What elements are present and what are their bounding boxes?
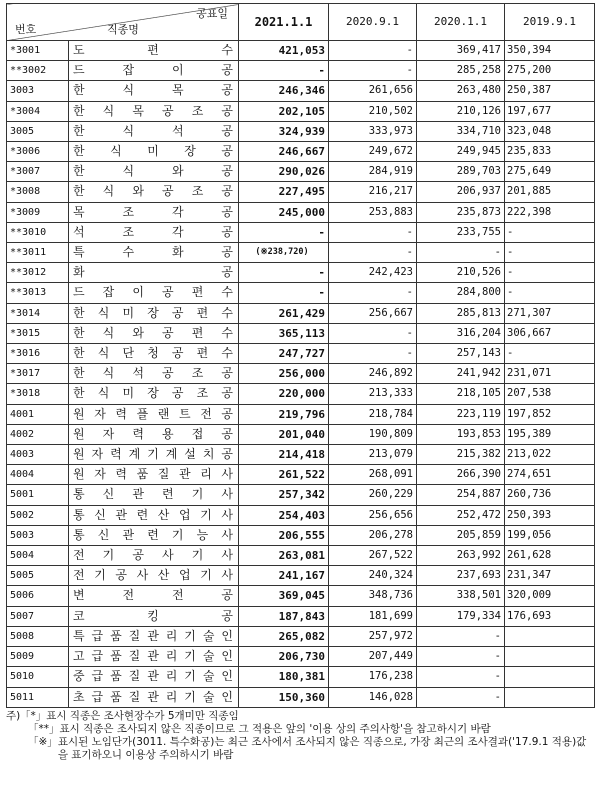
table-row: [7, 586, 595, 606]
wage-2020-9-1-cell: 246,892: [329, 364, 417, 384]
footnote-2-mark: 「**」: [28, 723, 60, 735]
job-name-cell: 한 식 목 공: [69, 81, 239, 101]
job-code-cell: 5007: [7, 606, 69, 626]
wage-2020-9-1-cell: 249,672: [329, 142, 417, 162]
wage-2020-9-1-cell: 190,809: [329, 424, 417, 444]
table-row: [7, 182, 595, 202]
wage-2020-1-1-cell: 235,873: [417, 202, 505, 222]
table-row: [7, 222, 595, 242]
job-name-cell: 화 공: [69, 263, 239, 283]
wage-2021-1-1-cell: -: [239, 222, 329, 242]
wage-2019-9-1-cell: 231,071: [505, 364, 595, 384]
wage-2020-9-1-cell: 181,699: [329, 606, 417, 626]
wage-2020-9-1-cell: 210,502: [329, 101, 417, 121]
table-row: [7, 667, 595, 687]
footnote-3-text: 표시된 노임단가(3011. 특수화공)는 최근 조사에서 조사되지 않은 직종으로, 가장 최근의 조사결과('17.9.1 적용)값을 표기하오니 이용상 주의하시기 바람: [57, 736, 587, 761]
table-row: [7, 303, 595, 323]
job-code-cell: 4002: [7, 424, 69, 444]
wage-2021-1-1-cell: 206,730: [239, 647, 329, 667]
job-code-cell: *3015: [7, 323, 69, 343]
job-name-cell: 한 식 미 장 공 조 공: [69, 384, 239, 404]
job-code-cell: 5008: [7, 626, 69, 646]
wage-2020-1-1-cell: 334,710: [417, 121, 505, 141]
wage-2021-1-1-cell: 214,418: [239, 445, 329, 465]
wage-2019-9-1-cell: 199,056: [505, 525, 595, 545]
wage-2020-9-1-cell: 213,333: [329, 384, 417, 404]
table-row: [7, 81, 595, 101]
wage-2021-1-1-cell: 201,040: [239, 424, 329, 444]
wage-2019-9-1-cell: 261,628: [505, 546, 595, 566]
wage-2020-1-1-cell: 263,992: [417, 546, 505, 566]
wage-2021-1-1-cell: 263,081: [239, 546, 329, 566]
wage-2021-1-1-cell: 324,939: [239, 121, 329, 141]
table-row: [7, 41, 595, 61]
wage-2020-9-1-cell: -: [329, 323, 417, 343]
wage-2021-1-1-cell: 247,727: [239, 344, 329, 364]
wage-2019-9-1-cell: [505, 687, 595, 707]
job-name-cell: 한 식 목 공 조 공: [69, 101, 239, 121]
wage-2020-9-1-cell: 256,667: [329, 303, 417, 323]
wage-2020-1-1-cell: 252,472: [417, 505, 505, 525]
footnote-3: [6, 736, 594, 762]
wage-2020-1-1-cell: 369,417: [417, 41, 505, 61]
wage-2020-1-1-cell: 193,853: [417, 424, 505, 444]
wage-2019-9-1-cell: 320,009: [505, 586, 595, 606]
wage-2020-9-1-cell: -: [329, 283, 417, 303]
wage-2020-9-1-cell: 333,973: [329, 121, 417, 141]
job-code-cell: 5009: [7, 647, 69, 667]
wage-2021-1-1-cell: 261,522: [239, 465, 329, 485]
table-row: [7, 546, 595, 566]
wage-2019-9-1-cell: -: [505, 243, 595, 263]
wage-2019-9-1-cell: 350,394: [505, 41, 595, 61]
job-code-cell: **3013: [7, 283, 69, 303]
job-code-cell: *3008: [7, 182, 69, 202]
footnote-2: [6, 723, 594, 736]
wage-2019-9-1-cell: 207,538: [505, 384, 595, 404]
job-code-cell: 4004: [7, 465, 69, 485]
job-code-cell: 5005: [7, 566, 69, 586]
wage-2020-1-1-cell: 210,526: [417, 263, 505, 283]
job-code-cell: 5001: [7, 485, 69, 505]
table-row: [7, 566, 595, 586]
wage-2020-9-1-cell: 256,656: [329, 505, 417, 525]
wage-2019-9-1-cell: 197,852: [505, 404, 595, 424]
job-name-cell: 전 기 공 사 산 업 기 사: [69, 566, 239, 586]
wage-2021-1-1-cell: 202,105: [239, 101, 329, 121]
wage-2019-9-1-cell: 250,387: [505, 81, 595, 101]
wage-2020-9-1-cell: 218,784: [329, 404, 417, 424]
job-name-cell: 코 킹 공: [69, 606, 239, 626]
wage-2020-9-1-cell: 242,423: [329, 263, 417, 283]
job-code-cell: 4001: [7, 404, 69, 424]
table-row: [7, 142, 595, 162]
wage-2020-9-1-cell: 206,278: [329, 525, 417, 545]
job-code-cell: *3017: [7, 364, 69, 384]
wage-2019-9-1-cell: 195,389: [505, 424, 595, 444]
wage-2020-9-1-cell: -: [329, 243, 417, 263]
job-code-cell: 5011: [7, 687, 69, 707]
wage-2020-9-1-cell: 146,028: [329, 687, 417, 707]
table-row: [7, 283, 595, 303]
job-code-cell: *3006: [7, 142, 69, 162]
wage-2020-9-1-cell: 257,972: [329, 626, 417, 646]
wage-2021-1-1-cell: 257,342: [239, 485, 329, 505]
table-row: [7, 121, 595, 141]
wage-2020-1-1-cell: 218,105: [417, 384, 505, 404]
wage-2020-9-1-cell: 348,736: [329, 586, 417, 606]
wage-2019-9-1-cell: 306,667: [505, 323, 595, 343]
job-name-cell: 한 식 석 공: [69, 121, 239, 141]
wage-2021-1-1-cell: 246,346: [239, 81, 329, 101]
wage-2021-1-1-cell: 180,381: [239, 667, 329, 687]
wage-2020-9-1-cell: 216,217: [329, 182, 417, 202]
job-name-cell: 드 잡 이 공: [69, 61, 239, 81]
wage-2021-1-1-cell: 365,113: [239, 323, 329, 343]
wage-2020-9-1-cell: -: [329, 41, 417, 61]
footnote-1: [6, 710, 594, 723]
wage-2020-9-1-cell: 176,238: [329, 667, 417, 687]
table-row: [7, 202, 595, 222]
wage-2020-1-1-cell: 223,119: [417, 404, 505, 424]
wage-2020-1-1-cell: 210,126: [417, 101, 505, 121]
wage-2020-1-1-cell: 205,859: [417, 525, 505, 545]
footnotes: [6, 710, 594, 762]
job-code-cell: *3014: [7, 303, 69, 323]
wage-2020-9-1-cell: 260,229: [329, 485, 417, 505]
header-date-2020-1-1: 2020.1.1: [417, 4, 505, 41]
wage-2020-9-1-cell: 240,324: [329, 566, 417, 586]
wage-2019-9-1-cell: 275,200: [505, 61, 595, 81]
job-code-cell: 5002: [7, 505, 69, 525]
job-name-cell: 한 식 와 공 조 공: [69, 182, 239, 202]
footnote-3-mark: 「※」: [28, 736, 58, 748]
job-name-cell: 원 자 력 용 접 공: [69, 424, 239, 444]
job-name-cell: 한 식 미 장 공 편 수: [69, 303, 239, 323]
wage-2020-9-1-cell: 284,919: [329, 162, 417, 182]
job-name-cell: 한 식 와 공 편 수: [69, 323, 239, 343]
header-date-2019-9-1: 2019.9.1: [505, 4, 595, 41]
wage-2020-1-1-cell: 284,800: [417, 283, 505, 303]
footnote-1-mark: 「*」: [20, 710, 47, 722]
wage-2020-1-1-cell: 285,258: [417, 61, 505, 81]
wage-2019-9-1-cell: 271,307: [505, 303, 595, 323]
job-code-cell: 3005: [7, 121, 69, 141]
table-row: [7, 323, 595, 343]
job-name-cell: 한 식 단 청 공 편 수: [69, 344, 239, 364]
wage-2020-1-1-cell: -: [417, 243, 505, 263]
wage-2021-1-1-cell: 369,045: [239, 586, 329, 606]
job-code-cell: 3003: [7, 81, 69, 101]
wage-2019-9-1-cell: 323,048: [505, 121, 595, 141]
wage-2021-1-1-cell: 187,843: [239, 606, 329, 626]
job-name-cell: 한 식 미 장 공: [69, 142, 239, 162]
table-row: [7, 263, 595, 283]
wage-2019-9-1-cell: -: [505, 222, 595, 242]
wage-2021-1-1-cell: -: [239, 283, 329, 303]
job-name-cell: 목 조 각 공: [69, 202, 239, 222]
table-row: [7, 344, 595, 364]
job-name-cell: 특 수 화 공: [69, 243, 239, 263]
job-name-cell: 통 신 관 련 기 능 사: [69, 525, 239, 545]
wage-2019-9-1-cell: 231,347: [505, 566, 595, 586]
table-row: [7, 61, 595, 81]
wage-2020-1-1-cell: 316,204: [417, 323, 505, 343]
wage-2020-1-1-cell: 266,390: [417, 465, 505, 485]
job-name-cell: 원 자 력 계 기 계 설 치 공: [69, 445, 239, 465]
wage-2020-1-1-cell: 285,813: [417, 303, 505, 323]
job-code-cell: *3001: [7, 41, 69, 61]
wage-2020-1-1-cell: 215,382: [417, 445, 505, 465]
wage-2020-1-1-cell: 206,937: [417, 182, 505, 202]
job-name-cell: 통 신 관 련 산 업 기 사: [69, 505, 239, 525]
wage-2020-1-1-cell: 237,693: [417, 566, 505, 586]
table-row: [7, 687, 595, 707]
header-job-name-label: 직종명: [107, 23, 139, 36]
wage-2021-1-1-cell: 256,000: [239, 364, 329, 384]
wage-2021-1-1-cell: 246,667: [239, 142, 329, 162]
table-row: [7, 445, 595, 465]
header-number-label: 번호: [15, 23, 37, 36]
table-row: [7, 647, 595, 667]
job-code-cell: 5004: [7, 546, 69, 566]
job-code-cell: *3018: [7, 384, 69, 404]
wage-2020-1-1-cell: -: [417, 687, 505, 707]
wage-2020-9-1-cell: 213,079: [329, 445, 417, 465]
wage-2021-1-1-cell: 227,495: [239, 182, 329, 202]
wage-2019-9-1-cell: 176,693: [505, 606, 595, 626]
table-row: [7, 364, 595, 384]
job-name-cell: 초 급 품 질 관 리 기 술 인: [69, 687, 239, 707]
wage-2021-1-1-cell: 245,000: [239, 202, 329, 222]
header-announce-date-label: 공표일: [196, 7, 228, 20]
wage-2021-1-1-cell: 290,026: [239, 162, 329, 182]
job-name-cell: 변 전 전 공: [69, 586, 239, 606]
wage-2020-1-1-cell: 233,755: [417, 222, 505, 242]
table-row: [7, 384, 595, 404]
table-row: [7, 404, 595, 424]
wage-2019-9-1-cell: -: [505, 283, 595, 303]
wage-2020-1-1-cell: 263,480: [417, 81, 505, 101]
wage-2019-9-1-cell: -: [505, 263, 595, 283]
wage-table: [6, 3, 595, 708]
wage-2021-1-1-cell: 150,360: [239, 687, 329, 707]
wage-2021-1-1-cell: 241,167: [239, 566, 329, 586]
wage-2020-1-1-cell: 257,143: [417, 344, 505, 364]
job-code-cell: *3004: [7, 101, 69, 121]
wage-2020-1-1-cell: -: [417, 667, 505, 687]
job-code-cell: **3010: [7, 222, 69, 242]
wage-table-body: [7, 41, 595, 708]
wage-2020-1-1-cell: 254,887: [417, 485, 505, 505]
wage-2021-1-1-cell: (※238,720): [239, 243, 329, 263]
wage-2020-9-1-cell: -: [329, 222, 417, 242]
wage-2021-1-1-cell: 261,429: [239, 303, 329, 323]
wage-2019-9-1-cell: 213,022: [505, 445, 595, 465]
job-name-cell: 한 식 와 공: [69, 162, 239, 182]
footnote-1-text: 표시 직종은 조사현장수가 5개미만 직종임: [46, 710, 239, 722]
table-row: [7, 525, 595, 545]
wage-2020-1-1-cell: 179,334: [417, 606, 505, 626]
table-row: [7, 162, 595, 182]
wage-2020-1-1-cell: 289,703: [417, 162, 505, 182]
wage-2021-1-1-cell: -: [239, 263, 329, 283]
wage-2021-1-1-cell: 421,053: [239, 41, 329, 61]
job-code-cell: *3009: [7, 202, 69, 222]
table-row: [7, 626, 595, 646]
job-name-cell: 통 신 관 련 기 사: [69, 485, 239, 505]
wage-2020-9-1-cell: -: [329, 61, 417, 81]
table-row: [7, 101, 595, 121]
job-name-cell: 고 급 품 질 관 리 기 술 인: [69, 647, 239, 667]
wage-2020-9-1-cell: -: [329, 344, 417, 364]
job-name-cell: 전 기 공 사 기 사: [69, 546, 239, 566]
job-name-cell: 한 식 석 공 조 공: [69, 364, 239, 384]
table-row: [7, 505, 595, 525]
job-code-cell: *3016: [7, 344, 69, 364]
job-code-cell: **3012: [7, 263, 69, 283]
job-name-cell: 원 자 력 플 랜 트 전 공: [69, 404, 239, 424]
wage-2020-9-1-cell: 268,091: [329, 465, 417, 485]
wage-2020-1-1-cell: 249,945: [417, 142, 505, 162]
wage-2020-1-1-cell: -: [417, 647, 505, 667]
wage-2019-9-1-cell: -: [505, 344, 595, 364]
wage-2019-9-1-cell: [505, 626, 595, 646]
wage-2020-1-1-cell: 241,942: [417, 364, 505, 384]
table-row: [7, 243, 595, 263]
job-code-cell: 5003: [7, 525, 69, 545]
wage-2021-1-1-cell: 206,555: [239, 525, 329, 545]
job-code-cell: 5006: [7, 586, 69, 606]
job-name-cell: 석 조 각 공: [69, 222, 239, 242]
wage-2019-9-1-cell: 274,651: [505, 465, 595, 485]
wage-2020-1-1-cell: 338,501: [417, 586, 505, 606]
wage-2019-9-1-cell: 250,393: [505, 505, 595, 525]
header-diagonal-cell: [7, 4, 239, 41]
wage-2021-1-1-cell: -: [239, 61, 329, 81]
job-code-cell: **3002: [7, 61, 69, 81]
table-row: [7, 424, 595, 444]
wage-2021-1-1-cell: 220,000: [239, 384, 329, 404]
wage-2020-9-1-cell: 267,522: [329, 546, 417, 566]
wage-2019-9-1-cell: 235,833: [505, 142, 595, 162]
header-date-2020-9-1: 2020.9.1: [329, 4, 417, 41]
wage-table-sheet: [6, 3, 594, 708]
job-name-cell: 중 급 품 질 관 리 기 술 인: [69, 667, 239, 687]
wage-2019-9-1-cell: 222,398: [505, 202, 595, 222]
wage-2020-9-1-cell: 261,656: [329, 81, 417, 101]
header-row: [7, 4, 595, 41]
job-name-cell: 특 급 품 질 관 리 기 술 인: [69, 626, 239, 646]
footnote-2-text: 표시 직종은 조사되지 않은 직종이므로 그 적용은 앞의 '이용 상의 주의사항'을 참고하시기 바람: [59, 723, 491, 735]
table-row: [7, 465, 595, 485]
job-code-cell: *3007: [7, 162, 69, 182]
wage-2019-9-1-cell: 201,885: [505, 182, 595, 202]
wage-2019-9-1-cell: [505, 647, 595, 667]
wage-2021-1-1-cell: 219,796: [239, 404, 329, 424]
wage-2021-1-1-cell: 254,403: [239, 505, 329, 525]
job-code-cell: 4003: [7, 445, 69, 465]
wage-2020-1-1-cell: -: [417, 626, 505, 646]
wage-2021-1-1-cell: 265,082: [239, 626, 329, 646]
job-code-cell: 5010: [7, 667, 69, 687]
table-row: [7, 485, 595, 505]
wage-2019-9-1-cell: [505, 667, 595, 687]
header-date-2021-1-1: 2021.1.1: [239, 4, 329, 41]
wage-2019-9-1-cell: 197,677: [505, 101, 595, 121]
wage-2020-9-1-cell: 253,883: [329, 202, 417, 222]
job-name-cell: 원 자 력 품 질 관 리 사: [69, 465, 239, 485]
wage-2020-9-1-cell: 207,449: [329, 647, 417, 667]
wage-2019-9-1-cell: 260,736: [505, 485, 595, 505]
job-code-cell: **3011: [7, 243, 69, 263]
wage-2019-9-1-cell: 275,649: [505, 162, 595, 182]
table-row: [7, 606, 595, 626]
job-name-cell: 도 편 수: [69, 41, 239, 61]
job-name-cell: 드 잡 이 공 편 수: [69, 283, 239, 303]
footnote-prefix: 주): [6, 710, 21, 722]
